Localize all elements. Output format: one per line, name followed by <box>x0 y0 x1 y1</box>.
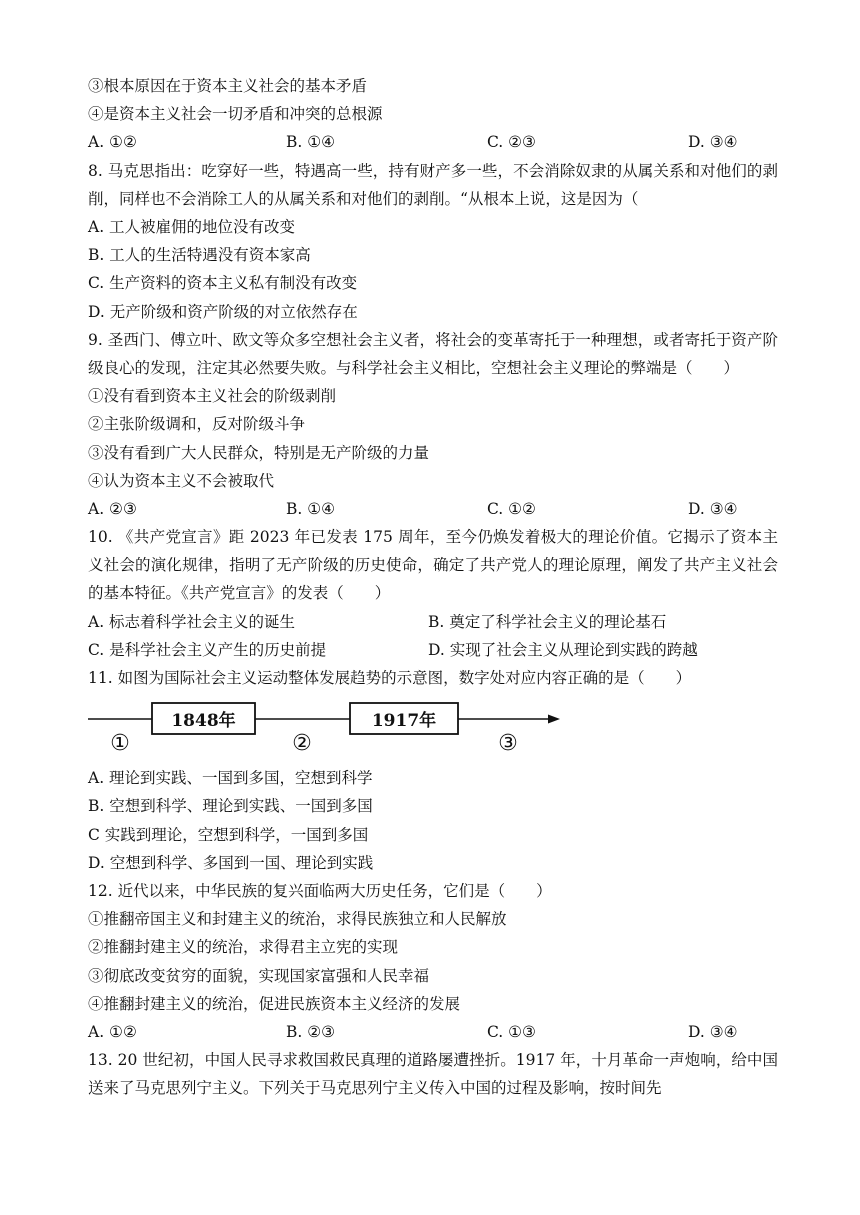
q8-option-b: B. 工人的生活特遇没有资本家高 <box>88 246 311 265</box>
q7-option-a: A. ①② <box>88 133 137 152</box>
q8-option-d: D. 无产阶级和资产阶级的对立依然存在 <box>88 302 358 321</box>
q9-stem: 9. 圣西门、傅立叶、欧文等众多空想社会主义者，将社会的变革寄托于一种理想，或者寄托于资产阶级良心的发现，注定其必然要失败。与科学社会主义相比，空想社会主义理论的弊端是（ ） <box>88 330 778 377</box>
q8-option-a: A. 工人被雇佣的地位没有改变 <box>88 217 296 236</box>
q13-stem: 13. 20 世纪初，中国人民寻求救国救民真理的道路屡遭挫折。1917 年，十月革命一声炮响，给中国送来了马克思列宁主义。下列关于马克思列宁主义传入中国的过程及影响，按时间先 <box>88 1051 778 1098</box>
q10-option-c: C. 是科学社会主义产生的历史前提 <box>88 640 327 659</box>
exam-page <box>88 72 778 1103</box>
q9-option-c: C. ①② <box>487 499 536 518</box>
q12-item-1: ①推翻帝国主义和封建主义的统治，求得民族独立和人民解放 <box>88 910 507 929</box>
timeline-marker-3: ③ <box>498 731 518 753</box>
q12-item-4: ④推翻封建主义的统治，促进民族资本主义经济的发展 <box>88 994 461 1013</box>
q11-option-c: C 实践到理论，空想到科学，一国到多国 <box>88 825 369 844</box>
q8-option-c: C. 生产资料的资本主义私有制没有改变 <box>88 274 358 293</box>
q10-option-a: A. 标志着科学社会主义的诞生 <box>88 612 296 631</box>
q11-option-b: B. 空想到科学、理论到实践、一国到多国 <box>88 797 373 816</box>
q9-option-d: D. ③④ <box>688 499 738 518</box>
q12-option-c: C. ①③ <box>487 1022 536 1041</box>
q8-stem: 8. 马克思指出：吃穿好一些，特遇高一些，持有财产多一些，不会消除奴隶的从属关系和对他们的剥削，同样也不会消除工人的从属关系和对他们的剥削。“从根本上说，这是因为（ <box>88 161 778 208</box>
q12-stem: 12. 近代以来，中华民族的复兴面临两大历史任务，它们是（ ） <box>88 881 552 900</box>
q10-options <box>88 608 778 664</box>
q9-option-a: A. ②③ <box>88 499 137 518</box>
timeline-marker-1: ① <box>110 731 130 753</box>
q12-option-b: B. ②③ <box>286 1022 336 1041</box>
q12-option-d: D. ③④ <box>688 1022 738 1041</box>
q11-option-d: D. 空想到科学、多国到一国、理论到实践 <box>88 853 374 872</box>
timeline-svg <box>88 696 568 752</box>
q12-options <box>88 1018 778 1046</box>
q9-item-2: ②主张阶级调和，反对阶级斗争 <box>88 415 306 434</box>
q9-options <box>88 495 778 523</box>
q12-item-3: ③彻底改变贫穷的面貌，实现国家富强和人民幸福 <box>88 966 430 985</box>
q7-item-3: ③根本原因在于资本主义社会的基本矛盾 <box>88 77 368 95</box>
timeline-box-1917-label: 1917年 <box>371 711 437 732</box>
timeline-marker-2: ② <box>292 731 312 753</box>
q9-item-1: ①没有看到资本主义社会的阶级剥削 <box>88 387 337 406</box>
q7-option-d: D. ③④ <box>688 133 738 152</box>
q7-options <box>88 128 778 156</box>
q7-option-c: C. ②③ <box>487 133 536 152</box>
q11-stem: 11. 如图为国际社会主义运动整体发展趋势的示意图，数字处对应内容正确的是（ ） <box>88 669 692 688</box>
q12-item-2: ②推翻封建主义的统治，求得君主立宪的实现 <box>88 938 399 957</box>
q10-option-d: D. 实现了社会主义从理论到实践的跨越 <box>428 640 698 659</box>
q7-option-b: B. ①④ <box>286 133 336 152</box>
q9-item-4: ④认为资本主义不会被取代 <box>88 471 275 490</box>
timeline-arrowhead-icon <box>548 715 560 724</box>
q11-option-a: A. 理论到实践、一国到多国，空想到科学 <box>88 769 373 788</box>
timeline-box-1848-label: 1848年 <box>171 711 236 732</box>
q11-timeline-diagram <box>88 696 778 752</box>
q12-option-a: A. ①② <box>88 1022 137 1041</box>
q9-option-b: B. ①④ <box>286 499 336 518</box>
q9-item-3: ③没有看到广大人民群众，特别是无产阶级的力量 <box>88 443 430 462</box>
q10-stem: 10. 《共产党宣言》距 2023 年已发表 175 周年，至今仍焕发着极大的理论价值。它揭示了资本主义社会的演化规律，指明了无产阶级的历史使命，确定了共产党人的理论原理，阐发了共产主义社会的基本特征。《共产党宣言》的发表（ ） <box>88 528 778 603</box>
q7-item-4: ④是资本主义社会一切矛盾和冲突的总根源 <box>88 105 383 124</box>
q10-option-b: B. 奠定了科学社会主义的理论基石 <box>428 612 667 631</box>
